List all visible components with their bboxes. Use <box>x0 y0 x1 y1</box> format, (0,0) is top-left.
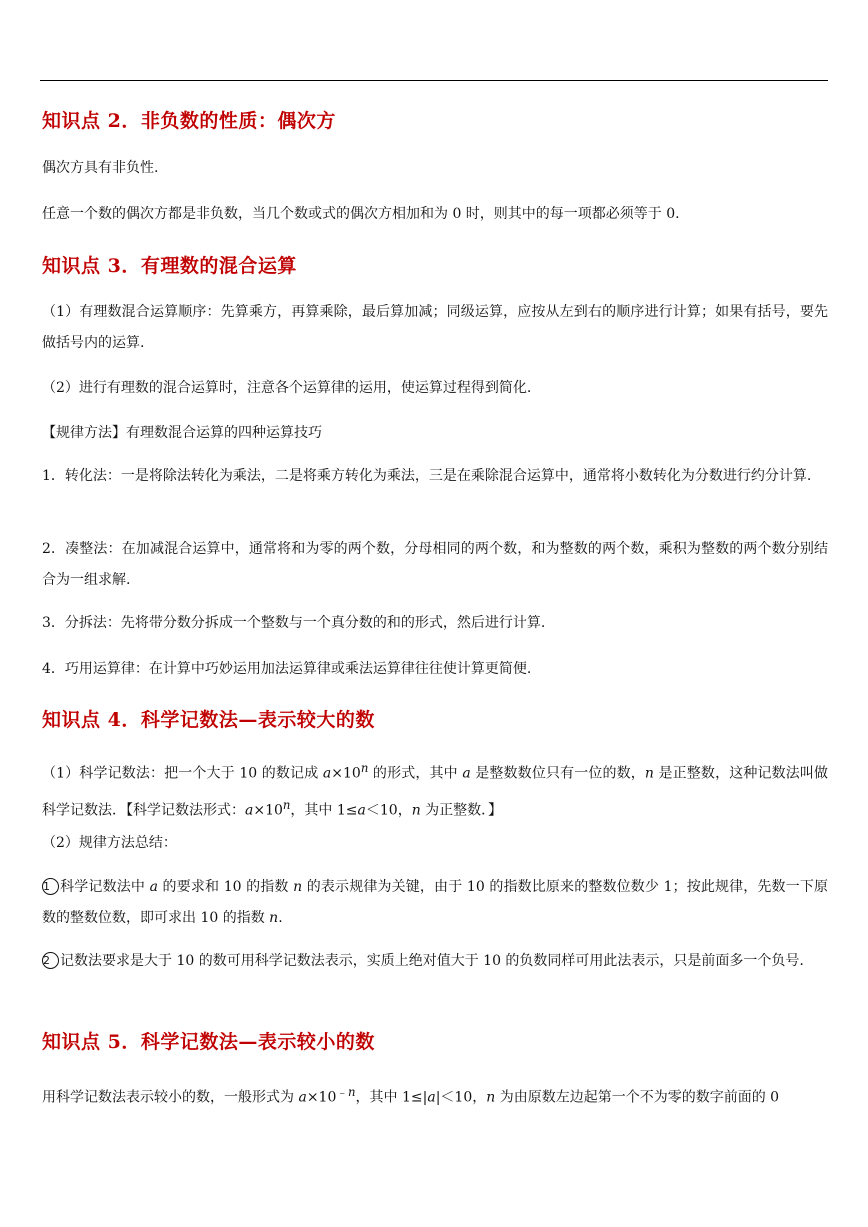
paragraph: 4．巧用运算律：在计算中巧妙运用加法运算律或乘法运算律往往使计算更简便. <box>42 661 532 677</box>
paragraph: 1 科学记数法中 a 的要求和 10 的指数 n 的表示规律为关键，由于 10 的指数比原来的整数位数少 1；按此规律，先数一下原数的整数位数，即可求出 10 的指数 n. <box>42 879 828 926</box>
paragraph: （1）有理数混合运算顺序：先算乘方，再算乘除，最后算加减；同级运算，应按从左到右的顺序进行计算；如果有括号，要先做括号内的运算. <box>42 304 828 351</box>
paragraph: 2．凑整法：在加减混合运算中，通常将和为零的两个数，分母相同的两个数，和为整数的两个数，乘积为整数的两个数分别结合为一组求解. <box>42 541 828 588</box>
section-title-5: 知识点 5．科学记数法—表示较小的数 <box>42 1031 375 1053</box>
paragraph: 偶次方具有非负性. <box>42 160 159 176</box>
header-rule <box>40 80 828 81</box>
section-title-3: 知识点 3．有理数的混合运算 <box>42 255 297 277</box>
circled-number-1: 1 <box>42 878 59 895</box>
paragraph: （2）进行有理数的混合运算时，注意各个运算律的运用，使运算过程得到简化. <box>42 380 532 396</box>
paragraph: 1．转化法：一是将除法转化为乘法，二是将乘方转化为乘法，三是在乘除混合运算中，通常将小数转化为分数进行约分计算. <box>42 468 812 484</box>
section-title-2: 知识点 2．非负数的性质：偶次方 <box>42 110 336 132</box>
paragraph: 2 记数法要求是大于 10 的数可用科学记数法表示，实质上绝对值大于 10 的负数同样可用此法表示，只是前面多一个负号. <box>43 953 804 969</box>
paragraph: 用科学记数法表示较小的数，一般形式为 $a\times 10^{﹣n}$，其中 1≤|a|＜10，n 为由原数左边起第一个不为零的数字前面的 0 <box>42 1085 780 1106</box>
paragraph: （2）规律方法总结： <box>42 835 177 851</box>
section-title-4: 知识点 4．科学记数法—表示较大的数 <box>42 709 375 731</box>
paragraph: 任意一个数的偶次方都是非负数，当几个数或式的偶次方相加和为 0 时，则其中的每一项都必须等于 0. <box>42 206 680 222</box>
paragraph: 【规律方法】有理数混合运算的四种运算技巧 <box>42 425 322 441</box>
paragraph: 3．分拆法：先将带分数分拆成一个整数与一个真分数的和的形式，然后进行计算. <box>42 615 546 631</box>
paragraph: （1）科学记数法：把一个大于 10 的数记成 $a\times 10^n$ 的形式，其中 a 是整数数位只有一位的数，n 是正整数，这种记数法叫做科学记数法．【科学记数法形式：$a\times 10^n$，其中 1≤a＜10，n 为正整数．】 <box>42 761 829 819</box>
circled-number-2: 2 <box>42 952 59 969</box>
